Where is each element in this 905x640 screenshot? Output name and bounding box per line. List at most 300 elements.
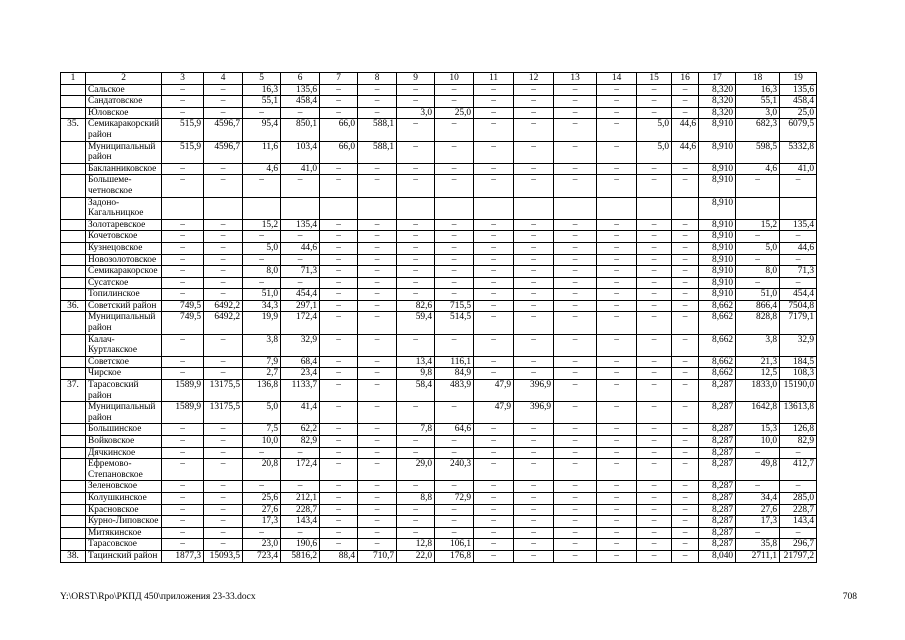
row-number xyxy=(61,84,86,96)
value-cell: – xyxy=(474,312,514,334)
value-cell: – xyxy=(474,242,514,254)
table-row xyxy=(61,312,856,334)
value-cell: – xyxy=(358,459,397,481)
municipality-name: Советское xyxy=(86,356,162,368)
value-cell: – xyxy=(554,550,597,562)
value-cell: – xyxy=(162,539,204,551)
value-cell: 135,4 xyxy=(780,219,817,231)
value-cell: – xyxy=(514,175,554,197)
value-cell: – xyxy=(637,242,672,254)
value-cell xyxy=(554,197,597,219)
value-cell: 82,9 xyxy=(281,436,320,448)
value-cell: 8,287 xyxy=(699,380,736,402)
value-cell: – xyxy=(162,277,204,289)
value-cell: – xyxy=(435,504,474,516)
value-cell: – xyxy=(358,492,397,504)
row-number xyxy=(61,277,86,289)
value-cell: – xyxy=(320,492,358,504)
value-cell: – xyxy=(554,242,597,254)
value-cell xyxy=(243,197,281,219)
value-cell: – xyxy=(514,96,554,108)
value-cell: – xyxy=(320,356,358,368)
value-cell: 8,910 xyxy=(699,119,736,141)
value-cell: 106,1 xyxy=(435,539,474,551)
value-cell: 8,910 xyxy=(699,175,736,197)
value-cell: – xyxy=(162,516,204,528)
table-row xyxy=(61,277,856,289)
value-cell: – xyxy=(358,300,397,312)
value-cell: 8,320 xyxy=(699,84,736,96)
table-row xyxy=(61,141,856,163)
value-cell: – xyxy=(597,539,637,551)
value-cell: – xyxy=(597,424,637,436)
value-cell: – xyxy=(162,447,204,459)
value-cell: – xyxy=(474,481,514,493)
value-cell: – xyxy=(243,447,281,459)
value-cell: – xyxy=(514,219,554,231)
value-cell: – xyxy=(162,504,204,516)
value-cell: 176,8 xyxy=(435,550,474,562)
value-cell: – xyxy=(358,219,397,231)
value-cell: – xyxy=(397,254,435,266)
value-cell: 749,5 xyxy=(162,300,204,312)
value-cell: – xyxy=(597,481,637,493)
value-cell: – xyxy=(397,481,435,493)
value-cell: 8,287 xyxy=(699,481,736,493)
value-cell: – xyxy=(162,107,204,119)
value-cell: 8,287 xyxy=(699,492,736,504)
header-cell: 15 xyxy=(637,73,672,85)
value-cell: – xyxy=(736,231,780,243)
value-cell: 15190,0 xyxy=(780,380,817,402)
header-cell: 8 xyxy=(358,73,397,85)
row-number xyxy=(61,231,86,243)
value-cell: – xyxy=(397,277,435,289)
value-cell: – xyxy=(672,459,699,481)
value-cell: – xyxy=(397,219,435,231)
value-cell: – xyxy=(514,368,554,380)
table-row xyxy=(61,424,856,436)
value-cell: – xyxy=(554,402,597,424)
value-cell: – xyxy=(162,242,204,254)
value-cell: – xyxy=(637,539,672,551)
value-cell: – xyxy=(204,289,243,301)
value-cell: – xyxy=(358,289,397,301)
value-cell: – xyxy=(162,368,204,380)
value-cell xyxy=(162,197,204,219)
value-cell: – xyxy=(397,436,435,448)
value-cell: – xyxy=(672,84,699,96)
row-number xyxy=(61,459,86,481)
value-cell: – xyxy=(597,516,637,528)
value-cell: – xyxy=(474,219,514,231)
value-cell: 47,9 xyxy=(474,380,514,402)
value-cell: 15,2 xyxy=(243,219,281,231)
municipality-name: Новозолотовское xyxy=(86,254,162,266)
row-number xyxy=(61,516,86,528)
value-cell: 1877,3 xyxy=(162,550,204,562)
value-cell: – xyxy=(358,481,397,493)
value-cell: 6492,2 xyxy=(204,300,243,312)
value-cell: 62,2 xyxy=(281,424,320,436)
value-cell: – xyxy=(554,300,597,312)
value-cell: – xyxy=(358,334,397,356)
row-number xyxy=(61,424,86,436)
value-cell: – xyxy=(597,119,637,141)
municipality-name: Митякинское xyxy=(86,527,162,539)
value-cell: – xyxy=(672,334,699,356)
value-cell: – xyxy=(204,107,243,119)
value-cell: – xyxy=(672,107,699,119)
value-cell xyxy=(597,197,637,219)
value-cell: – xyxy=(554,266,597,278)
value-cell: 66,0 xyxy=(320,141,358,163)
municipality-name: Юловское xyxy=(86,107,162,119)
value-cell: 13,4 xyxy=(397,356,435,368)
value-cell: – xyxy=(514,334,554,356)
value-cell: 143,4 xyxy=(780,516,817,528)
value-cell: – xyxy=(672,266,699,278)
table-row xyxy=(61,163,856,175)
table-row xyxy=(61,219,856,231)
value-cell: – xyxy=(672,231,699,243)
header-cell: 1 xyxy=(61,73,86,85)
header-cell: 12 xyxy=(514,73,554,85)
table-row xyxy=(61,447,856,459)
table-row xyxy=(61,380,856,402)
value-cell: – xyxy=(672,219,699,231)
municipality-name: Чирское xyxy=(86,368,162,380)
value-cell: – xyxy=(397,447,435,459)
value-cell: 228,7 xyxy=(780,504,817,516)
value-cell: – xyxy=(397,516,435,528)
value-cell: 5332,8 xyxy=(780,141,817,163)
value-cell: 749,5 xyxy=(162,312,204,334)
value-cell: – xyxy=(281,254,320,266)
value-cell: – xyxy=(162,492,204,504)
value-cell: 8,662 xyxy=(699,368,736,380)
value-cell: – xyxy=(204,219,243,231)
value-cell: – xyxy=(780,254,817,266)
value-cell: 23,4 xyxy=(281,368,320,380)
value-cell: – xyxy=(162,163,204,175)
value-cell: – xyxy=(672,504,699,516)
value-cell: 285,0 xyxy=(780,492,817,504)
value-cell: – xyxy=(554,424,597,436)
value-cell: – xyxy=(397,141,435,163)
row-number xyxy=(61,539,86,551)
value-cell: – xyxy=(637,266,672,278)
municipality-name: Ефремово-Степановское xyxy=(86,459,162,481)
value-cell: 8,287 xyxy=(699,516,736,528)
row-number: 38. xyxy=(61,550,86,562)
value-cell: – xyxy=(554,119,597,141)
value-cell: 172,4 xyxy=(281,459,320,481)
value-cell: – xyxy=(597,436,637,448)
value-cell: – xyxy=(637,550,672,562)
page-number: 708 xyxy=(842,592,857,602)
value-cell: – xyxy=(637,380,672,402)
municipality-name: Муниципальный район xyxy=(86,402,162,424)
value-cell: – xyxy=(672,447,699,459)
value-cell: 13175,5 xyxy=(204,380,243,402)
table-row xyxy=(61,242,856,254)
value-cell: – xyxy=(435,163,474,175)
value-cell: 41,0 xyxy=(281,163,320,175)
value-cell: 1833,0 xyxy=(736,380,780,402)
value-cell: 1133,7 xyxy=(281,380,320,402)
value-cell: – xyxy=(435,436,474,448)
value-cell: – xyxy=(204,231,243,243)
value-cell: – xyxy=(243,254,281,266)
municipality-name: Тацинский район xyxy=(86,550,162,562)
value-cell: – xyxy=(554,163,597,175)
value-cell: 8,287 xyxy=(699,527,736,539)
value-cell: 41,4 xyxy=(281,402,320,424)
value-cell: – xyxy=(358,504,397,516)
value-cell: 7179,1 xyxy=(780,312,817,334)
value-cell: 8,662 xyxy=(699,356,736,368)
value-cell: 190,6 xyxy=(281,539,320,551)
value-cell xyxy=(514,197,554,219)
row-number xyxy=(61,504,86,516)
value-cell: – xyxy=(320,242,358,254)
value-cell: – xyxy=(358,231,397,243)
value-cell: 8,287 xyxy=(699,459,736,481)
value-cell: – xyxy=(397,334,435,356)
value-cell: 3,8 xyxy=(736,334,780,356)
value-cell: – xyxy=(358,436,397,448)
row-number xyxy=(61,356,86,368)
value-cell: – xyxy=(243,527,281,539)
value-cell: – xyxy=(780,447,817,459)
value-cell: – xyxy=(637,163,672,175)
value-cell: – xyxy=(474,504,514,516)
value-cell: – xyxy=(320,277,358,289)
value-cell: – xyxy=(736,481,780,493)
value-cell: – xyxy=(597,300,637,312)
value-cell: 59,4 xyxy=(397,312,435,334)
value-cell: – xyxy=(435,141,474,163)
value-cell: – xyxy=(514,242,554,254)
value-cell: – xyxy=(474,550,514,562)
value-cell: – xyxy=(358,447,397,459)
value-cell: 1589,9 xyxy=(162,402,204,424)
row-number xyxy=(61,141,86,163)
value-cell: – xyxy=(204,516,243,528)
value-cell: – xyxy=(514,459,554,481)
value-cell: – xyxy=(435,447,474,459)
value-cell: – xyxy=(637,231,672,243)
table-row xyxy=(61,459,856,481)
value-cell: – xyxy=(320,107,358,119)
value-cell: – xyxy=(474,447,514,459)
value-cell: – xyxy=(320,459,358,481)
value-cell: 68,4 xyxy=(281,356,320,368)
value-cell: – xyxy=(162,424,204,436)
value-cell: – xyxy=(474,231,514,243)
value-cell: 17,3 xyxy=(736,516,780,528)
value-cell: – xyxy=(397,504,435,516)
value-cell: 17,3 xyxy=(243,516,281,528)
value-cell: – xyxy=(320,504,358,516)
value-cell: – xyxy=(204,96,243,108)
table-row xyxy=(61,550,856,562)
municipality-name: Задоно-Кагальницкое xyxy=(86,197,162,219)
value-cell: – xyxy=(672,402,699,424)
value-cell: – xyxy=(637,402,672,424)
value-cell: – xyxy=(204,254,243,266)
value-cell: – xyxy=(780,231,817,243)
value-cell: – xyxy=(514,436,554,448)
row-number xyxy=(61,334,86,356)
value-cell: 88,4 xyxy=(320,550,358,562)
value-cell: – xyxy=(597,459,637,481)
row-number xyxy=(61,254,86,266)
value-cell: 3,0 xyxy=(736,107,780,119)
value-cell: – xyxy=(514,277,554,289)
header-cell: 5 xyxy=(243,73,281,85)
value-cell: – xyxy=(672,300,699,312)
value-cell: 212,1 xyxy=(281,492,320,504)
value-cell: 13613,8 xyxy=(780,402,817,424)
value-cell: – xyxy=(597,163,637,175)
value-cell: – xyxy=(204,334,243,356)
value-cell: 66,0 xyxy=(320,119,358,141)
value-cell: 2711,1 xyxy=(736,550,780,562)
value-cell: – xyxy=(397,266,435,278)
value-cell xyxy=(204,197,243,219)
value-cell: – xyxy=(637,219,672,231)
value-cell: 8,0 xyxy=(243,266,281,278)
value-cell: – xyxy=(780,527,817,539)
value-cell: – xyxy=(736,447,780,459)
value-cell: 828,8 xyxy=(736,312,780,334)
value-cell: – xyxy=(358,175,397,197)
value-cell: – xyxy=(554,96,597,108)
value-cell: – xyxy=(397,289,435,301)
value-cell: – xyxy=(554,436,597,448)
municipality-name: Колушкинское xyxy=(86,492,162,504)
value-cell: 12,5 xyxy=(736,368,780,380)
value-cell: 72,9 xyxy=(435,492,474,504)
value-cell: – xyxy=(162,254,204,266)
value-cell: – xyxy=(597,334,637,356)
row-number: 35. xyxy=(61,119,86,141)
table-row xyxy=(61,356,856,368)
value-cell: – xyxy=(281,447,320,459)
value-cell: – xyxy=(474,84,514,96)
value-cell: – xyxy=(320,481,358,493)
table-row xyxy=(61,504,856,516)
value-cell: – xyxy=(320,254,358,266)
value-cell: – xyxy=(204,266,243,278)
value-cell: – xyxy=(435,175,474,197)
value-cell: – xyxy=(736,254,780,266)
municipality-name: Калач-Куртлакское xyxy=(86,334,162,356)
value-cell: 29,0 xyxy=(397,459,435,481)
value-cell: 396,9 xyxy=(514,402,554,424)
value-cell: – xyxy=(780,481,817,493)
value-cell: – xyxy=(474,356,514,368)
value-cell: – xyxy=(162,527,204,539)
value-cell: – xyxy=(162,289,204,301)
municipality-name: Кузнецовское xyxy=(86,242,162,254)
header-cell: 11 xyxy=(474,73,514,85)
value-cell: – xyxy=(204,277,243,289)
row-number xyxy=(61,436,86,448)
value-cell: 32,9 xyxy=(780,334,817,356)
value-cell: – xyxy=(358,402,397,424)
value-cell xyxy=(435,197,474,219)
value-cell: – xyxy=(162,356,204,368)
value-cell: – xyxy=(435,242,474,254)
value-cell: 44,6 xyxy=(780,242,817,254)
value-cell: – xyxy=(597,84,637,96)
value-cell: – xyxy=(736,277,780,289)
value-cell: 11,6 xyxy=(243,141,281,163)
value-cell: 8,910 xyxy=(699,163,736,175)
value-cell: – xyxy=(435,527,474,539)
value-cell: – xyxy=(637,447,672,459)
table-row xyxy=(61,266,856,278)
row-number xyxy=(61,219,86,231)
value-cell: – xyxy=(637,334,672,356)
value-cell: – xyxy=(597,266,637,278)
municipality-name: Семикаракорское xyxy=(86,266,162,278)
value-cell: – xyxy=(672,380,699,402)
value-cell: – xyxy=(554,175,597,197)
value-cell: 866,4 xyxy=(736,300,780,312)
value-cell: – xyxy=(243,107,281,119)
value-cell: – xyxy=(397,84,435,96)
value-cell: 135,4 xyxy=(281,219,320,231)
value-cell: – xyxy=(637,175,672,197)
value-cell: – xyxy=(554,447,597,459)
municipality-name: Зеленовское xyxy=(86,481,162,493)
value-cell: – xyxy=(554,334,597,356)
municipality-name: Топилинское xyxy=(86,289,162,301)
value-cell: 8,320 xyxy=(699,96,736,108)
header-cell: 4 xyxy=(204,73,243,85)
row-number xyxy=(61,163,86,175)
table-row xyxy=(61,539,856,551)
value-cell: – xyxy=(162,84,204,96)
value-cell: – xyxy=(736,175,780,197)
value-cell: 13175,5 xyxy=(204,402,243,424)
value-cell: 44,6 xyxy=(281,242,320,254)
row-number xyxy=(61,96,86,108)
value-cell: 515,9 xyxy=(162,119,204,141)
value-cell: 27,6 xyxy=(243,504,281,516)
row-number xyxy=(61,492,86,504)
value-cell: – xyxy=(474,436,514,448)
value-cell: – xyxy=(514,300,554,312)
data-table xyxy=(60,72,856,563)
value-cell: – xyxy=(243,481,281,493)
value-cell: – xyxy=(435,84,474,96)
value-cell: 710,7 xyxy=(358,550,397,562)
value-cell: 25,6 xyxy=(243,492,281,504)
value-cell: – xyxy=(597,289,637,301)
row-number xyxy=(61,402,86,424)
value-cell: 2,7 xyxy=(243,368,281,380)
municipality-name: Сальское xyxy=(86,84,162,96)
value-cell: – xyxy=(320,300,358,312)
value-cell: – xyxy=(554,459,597,481)
row-number xyxy=(61,289,86,301)
value-cell: 12,8 xyxy=(397,539,435,551)
